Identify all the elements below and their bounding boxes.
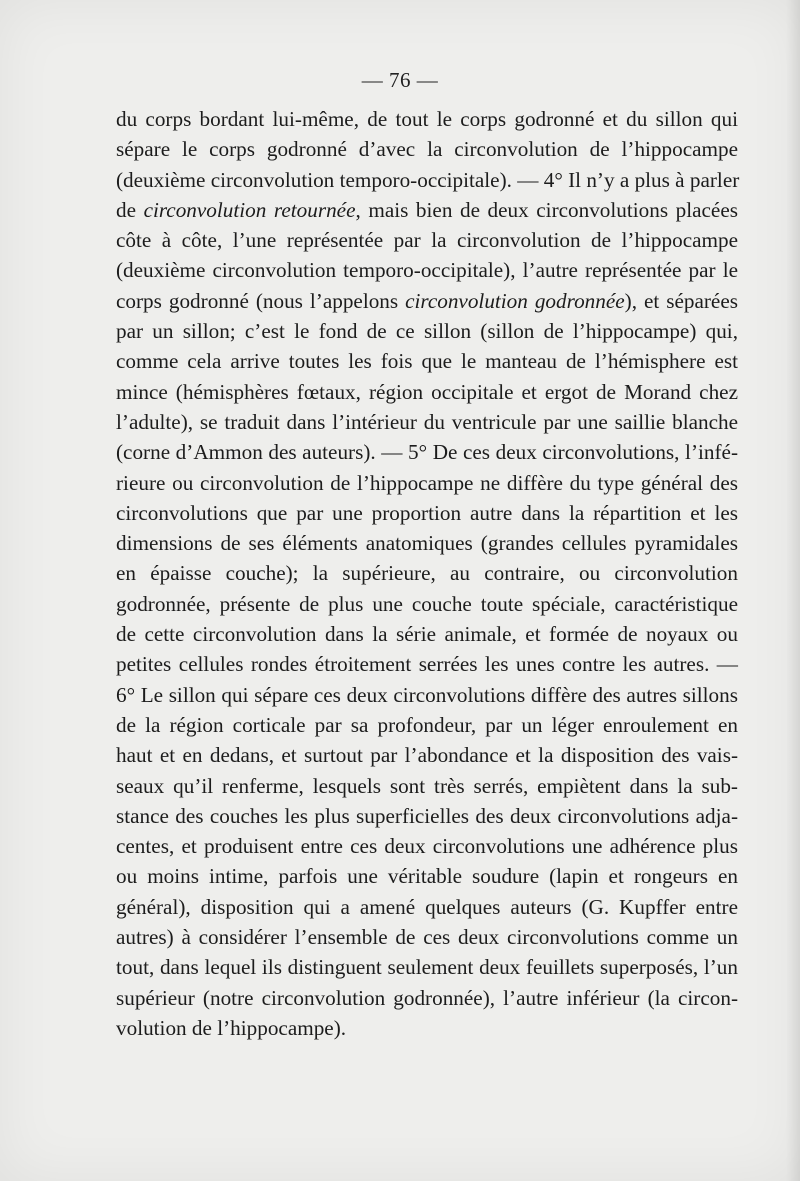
text-line xyxy=(116,861,738,891)
text-segment: 6° Le sillon qui sépare ces deux circonvolutions diffère des autres sillons xyxy=(116,682,738,707)
text-segment: de la région corticale par sa profondeur, par un léger enroulement en xyxy=(116,712,738,737)
text-segment: de cette circonvolution dans la série animale, et formée de noyaux ou xyxy=(116,622,738,647)
text-line xyxy=(116,286,738,316)
text-segment: comme cela arrive toutes les fois que le manteau de l’hémisphere est xyxy=(116,349,738,374)
text-segment: sépare le corps godronné d’avec la circonvolution de l’hippocampe xyxy=(116,137,738,162)
text-line xyxy=(116,619,738,649)
text-line xyxy=(116,316,738,346)
text-segment: de xyxy=(116,197,144,222)
italic-term: circonvolution godronnée xyxy=(405,288,625,313)
text-line xyxy=(116,771,738,801)
text-segment: stance des couches les plus superficielles des deux circonvolutions adja- xyxy=(116,803,738,828)
text-line xyxy=(116,346,738,376)
text-line xyxy=(116,983,738,1013)
text-segment: dimensions de ses éléments anatomiques (grandes cellules pyramidales xyxy=(116,531,738,556)
text-line xyxy=(116,195,738,225)
text-segment: ou moins intime, parfois une véritable soudure (lapin et rongeurs en xyxy=(116,864,738,889)
text-line xyxy=(116,649,738,679)
text-segment: en épaisse couche); la supérieure, au contraire, ou circonvolution xyxy=(116,561,738,586)
text-segment: (deuxième circonvolution temporo-occipitale). — 4° Il n’y a plus à parler xyxy=(116,167,740,192)
text-segment: seaux qu’il renferme, lesquels sont très serrés, empiètent dans la sub- xyxy=(116,773,738,798)
text-line xyxy=(116,740,738,770)
text-segment: tout, dans lequel ils distinguent seulement deux feuillets superposés, l’un xyxy=(116,955,738,980)
text-line xyxy=(116,498,738,528)
text-segment: (deuxième circonvolution temporo-occipitale), l’autre représentée par le xyxy=(116,258,738,283)
text-segment: par un sillon; c’est le fond de ce sillon (sillon de l’hippocampe) qui, xyxy=(116,319,738,344)
text-line xyxy=(116,680,738,710)
text-segment: haut et en dedans, et surtout par l’abondance et la disposition des vais- xyxy=(116,743,738,768)
text-line xyxy=(116,377,738,407)
text-segment: (corne d’Ammon des auteurs). — 5° De ces deux circonvolutions, l’infé- xyxy=(116,440,738,465)
text-segment: l’adulte), se traduit dans l’intérieur du ventricule par une saillie blanche xyxy=(116,409,738,434)
text-line xyxy=(116,104,738,134)
page-edge-shadow xyxy=(786,0,800,1181)
italic-term: circonvolution retournée xyxy=(143,197,356,222)
text-segment: ), et séparées xyxy=(624,288,738,313)
text-line xyxy=(116,922,738,952)
text-segment: rieure ou circonvolution de l’hippocampe ne diffère du type général des xyxy=(116,470,738,495)
text-line xyxy=(116,134,738,164)
text-segment: godronnée, présente de plus une couche toute spéciale, caractéristique xyxy=(116,591,738,616)
text-line xyxy=(116,801,738,831)
text-segment: autres) à considérer l’ensemble de ces deux circonvolutions comme un xyxy=(116,925,738,950)
text-segment: général), disposition qui a amené quelques auteurs (G. Kupffer entre xyxy=(116,894,738,919)
page-number: — 76 — xyxy=(361,68,439,92)
text-line xyxy=(116,165,738,195)
text-segment: corps godronné (nous l’appelons xyxy=(116,288,406,313)
text-line xyxy=(116,710,738,740)
text-segment: volution de l’hippocampe). xyxy=(116,1015,347,1040)
text-segment: côte à côte, l’une représentée par la circonvolution de l’hippocampe xyxy=(116,228,738,253)
text-segment: supérieur (notre circonvolution godronnée), l’autre inférieur (la circon- xyxy=(116,985,738,1010)
text-segment: centes, et produisent entre ces deux circonvolutions une adhérence plus xyxy=(116,834,738,859)
text-line xyxy=(116,468,738,498)
text-line xyxy=(116,952,738,982)
text-segment: petites cellules rondes étroitement serrées les unes contre les autres. — xyxy=(116,652,738,677)
text-line xyxy=(116,589,738,619)
body-text xyxy=(116,104,738,1043)
text-segment: du corps bordant lui-même, de tout le corps godronné et du sillon qui xyxy=(116,107,738,131)
text-line xyxy=(116,255,738,285)
text-segment: mince (hémisphères fœtaux, région occipitale et ergot de Morand chez xyxy=(116,379,738,404)
text-line xyxy=(116,437,738,467)
text-segment: circonvolutions que par une proportion autre dans la répartition et les xyxy=(116,500,738,525)
text-line xyxy=(116,558,738,588)
text-segment: , mais bien de deux circonvolutions placées xyxy=(355,197,738,222)
text-line xyxy=(116,892,738,922)
text-line xyxy=(116,225,738,255)
text-line xyxy=(116,831,738,861)
text-line xyxy=(116,1013,738,1043)
text-line xyxy=(116,528,738,558)
text-line xyxy=(116,407,738,437)
